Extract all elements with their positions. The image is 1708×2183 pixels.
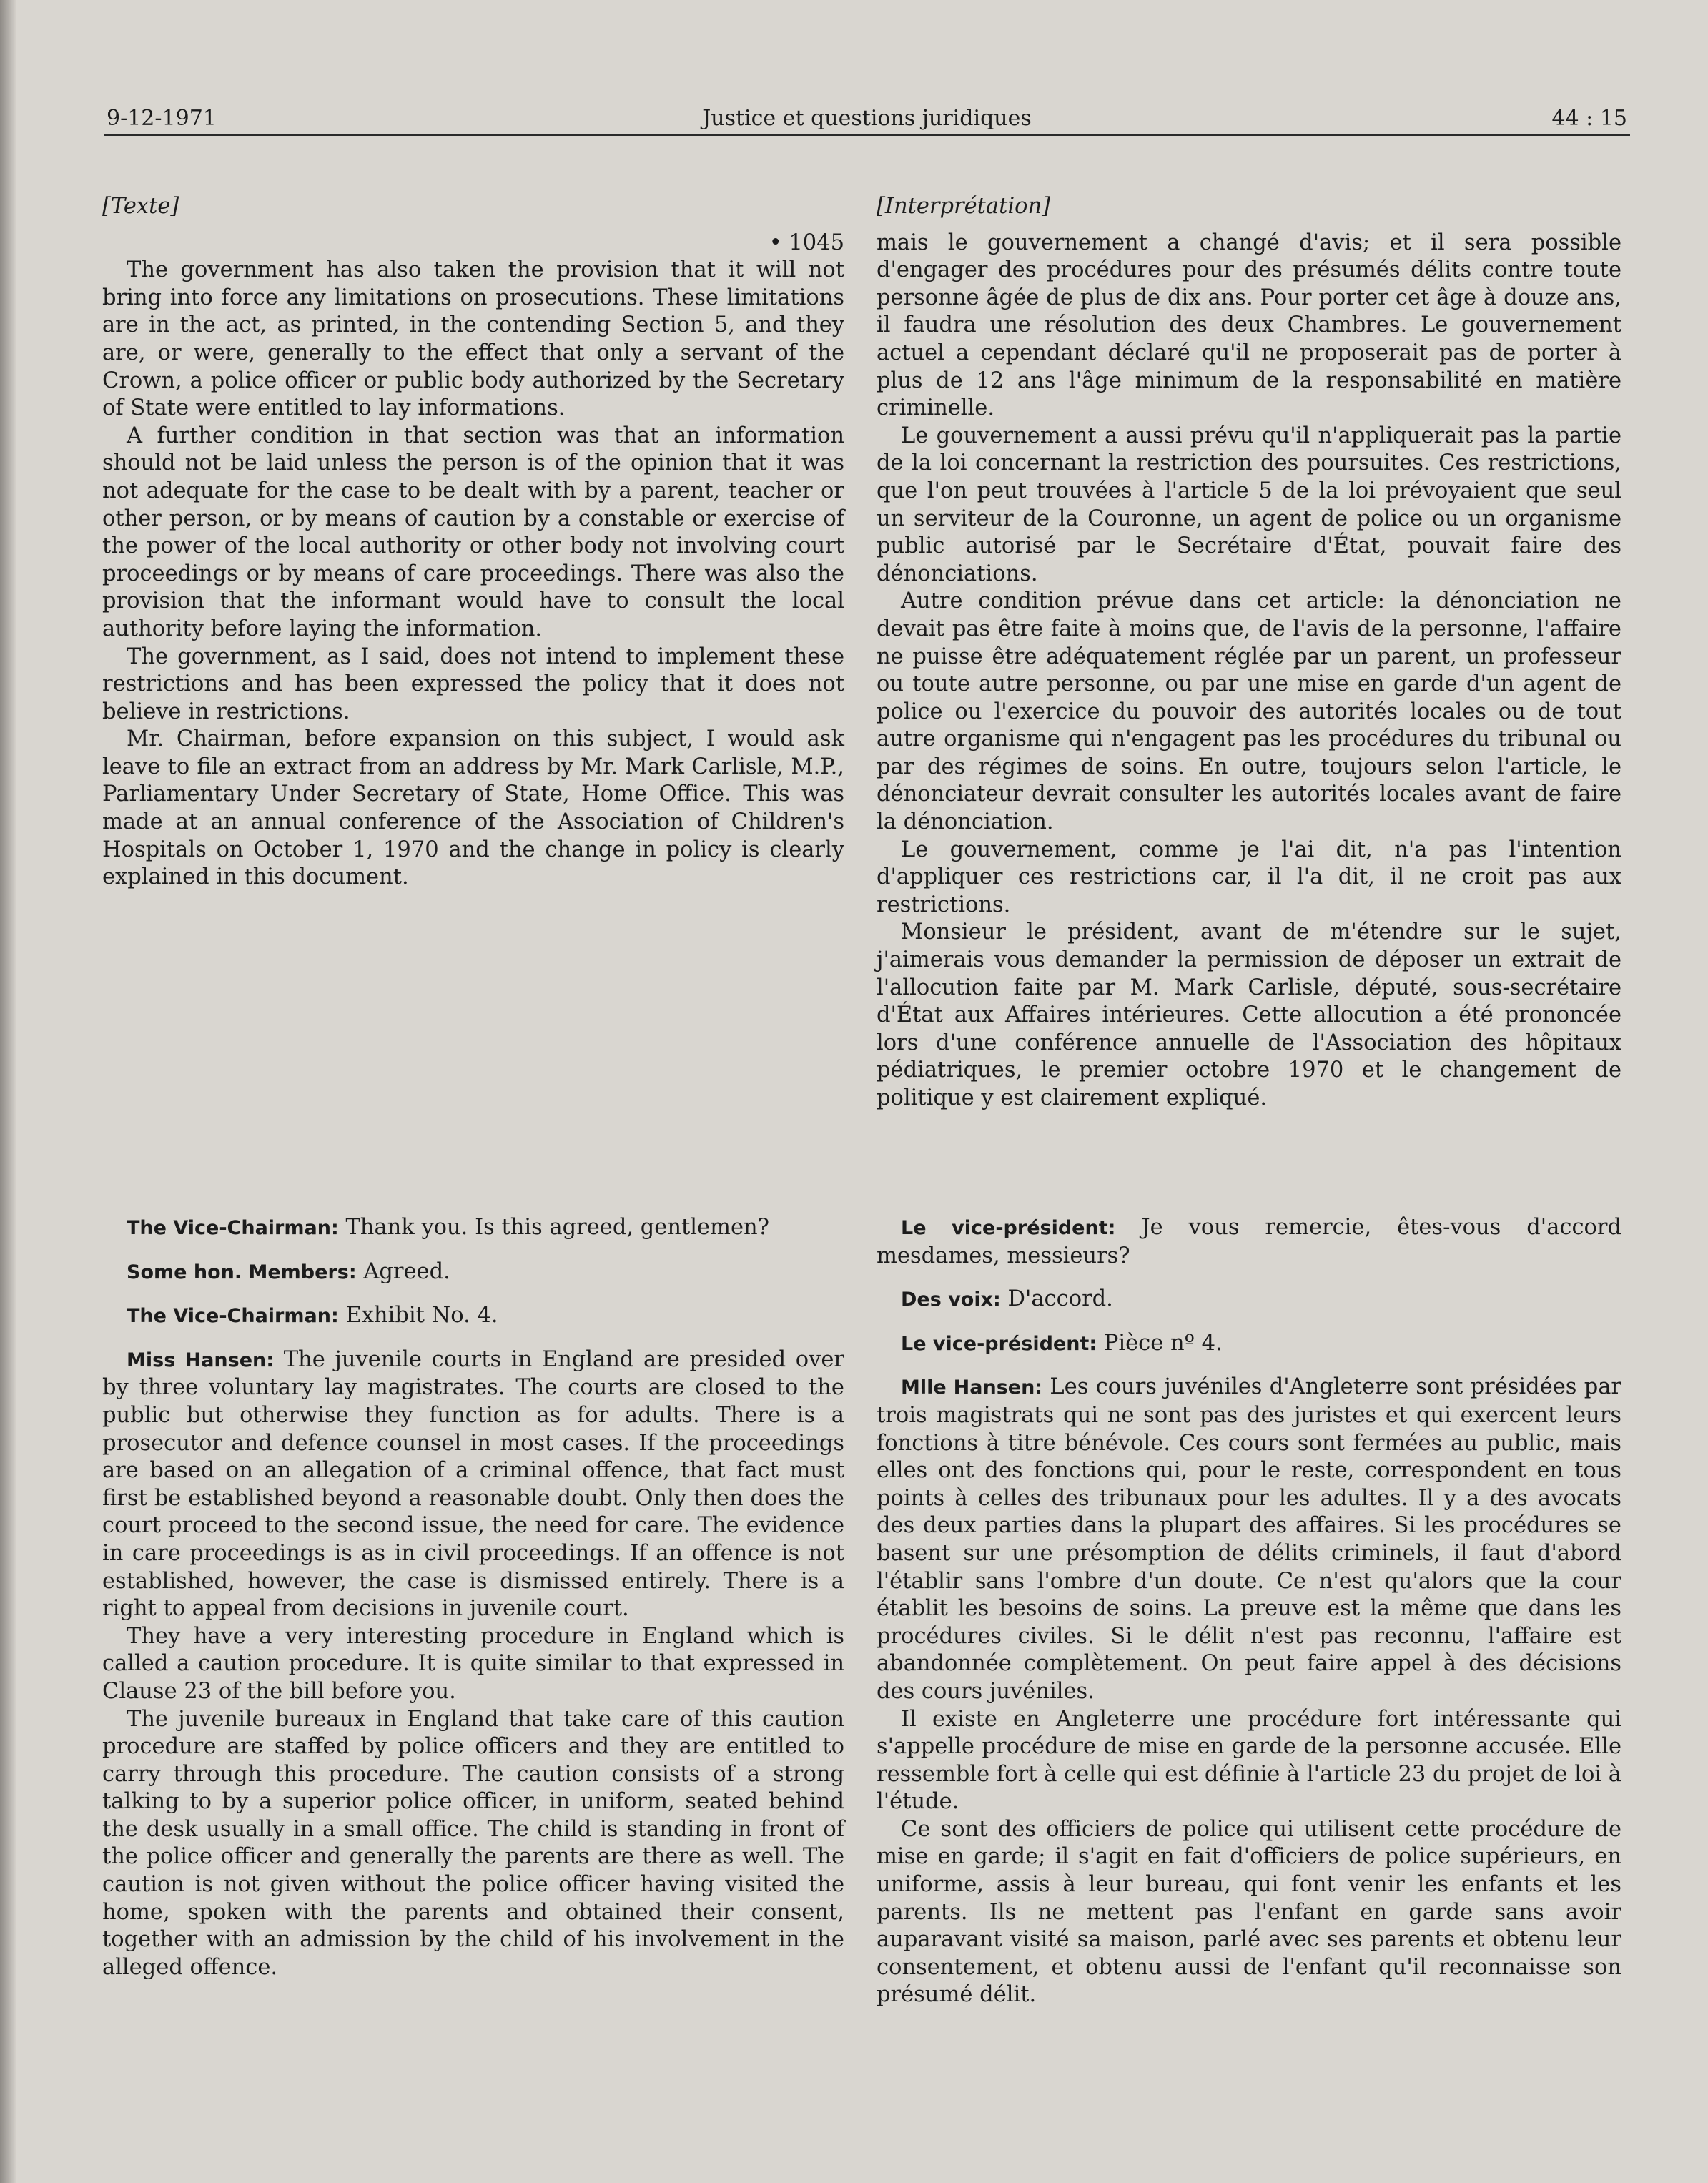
en-speech [102,1346,844,1623]
fr-paragraph: Ce sont des officiers de police qui utilisent cette procédure de mise en garde; il s'agit en fait d'officiers de police supérieurs, en uniforme, assis à leur bureau, qui font venir les enfants et les parents. Ils ne mettent pas l'enfant en garde sans avoir auparavant visité sa maison, parlé avec ses parents et obtenu leur consentement, et obtenu aussi de l'enfant qu'il reconnaisse son présumé délit. [877,1816,1621,2008]
page-gutter-shadow [0,0,16,2183]
en-paragraph: A further condition in that section was that an information should not be laid unless the person is of the opinion that it was not adequate for the case to be dealt with by a parent, teacher or other person, or by means of caution by a constable or exercise of the power of the local authority or other body not involving court proceedings or by means of care proceedings. There was also the provision that the informant would have to consult the local authority before laying the information. [102,423,844,641]
fr-paragraph: Monsieur le président, avant de m'étendre sur le sujet, j'aimerais vous demander la permission de déposer un extrait de l'allocution faite par M. Mark Carlisle, député, sous-secrétaire d'État aux Affaires intérieures. Cette allocution a été prononcée lors d'une conférence annuelle de l'Association des hôpitaux pédiatriques, le premier octobre 1970 et le changement de politique y est clairement expliqué. [877,920,1621,1110]
en-exchange [102,1214,844,1997]
fr-speech [877,1286,1621,1314]
fr-paragraph: Il existe en Angleterre une procédure fort intéressante qui s'appelle procédure de mise en garde de la personne accusée. Elle ressemble fort à celle qui est définie à l'article 23 du projet de loi à l'étude. [877,1706,1621,1815]
speech-text: Les cours juvéniles d'Angleterre sont présidées par trois magistrats qui ne sont pas des juristes et qui exercent leurs fonctions à titre bénévole. Ces cours sont fermées au public, mais elles ont des fonctions qui, pour le reste, correspondent en tous points à celles des tribunaux pour les adultes. Il y a des avocats des deux parties dans la plupart des affaires. Si les procédures se basent sur une présomption de délits criminels, il faut d'abord l'établir sans l'ombre d'un doute. Ce n'est qu'alors que la cour établit les besoins de soins. La preuve est la même que dans les procédures civiles. Si le délit n'est pas reconnu, l'affaire est abandonnée complètement. On peut faire appel à des décisions des cours juvéniles. [877,1374,1621,1704]
speaker-name: Mlle Hansen: [901,1376,1043,1399]
fr-paragraph: Autre condition prévue dans cet article: la dénonciation ne devait pas être faite à moins que, de l'avis de la personne, l'affaire ne puisse être adéquatement réglée par un parent, un professeur ou toute autre personne, ou par une mise en garde d'un agent de police ou l'exercice du pouvoir des autorités locales ou de tout autre organisme qui n'engagent pas les procédures du tribunal ou par des régimes de soins. En outre, toujours selon l'article, le dénonciateur devrait consulter les autorités locales avant de faire la dénonciation. [877,588,1621,835]
en-speech [102,1258,844,1287]
column-label-interpretation: [Interprétation] [877,194,1050,219]
header-title: Justice et questions juridiques [702,106,1032,131]
en-speech [102,1302,844,1331]
speaker-name: Des voix: [901,1288,1001,1311]
column-label-texte: [Texte] [102,194,179,219]
fr-paragraph: Le gouvernement, comme je l'ai dit, n'a pas l'intention d'appliquer ces restrictions car, il l'a dit, il ne croit pas aux restrictions. [877,837,1621,917]
speech-text: Je vous remercie, êtes-vous d'accord mesdames, messieurs? [877,1215,1622,1268]
header-page-number: 44 : 15 [1551,106,1627,131]
speech-text: The juvenile courts in England are presided over by three voluntary lay magistrates. The courts are closed to the public but otherwise they function as for adults. There is a prosecutor and defence counsel in most cases. If the proceedings are based on an allegation of a criminal offence, that fact must first be established beyond a reasonable doubt. Only then does the court proceed to the second issue, the need for care. The evidence in care proceedings is as in civil proceedings. If an offence is not established, however, the case is dismissed entirely. There is a right to appeal from decisions in juvenile court. [102,1346,844,1622]
speaker-name: The Vice-Chairman: [127,1217,339,1239]
speech-text: Exhibit No. 4. [345,1303,498,1329]
speech-text: Pièce nº 4. [1103,1330,1223,1356]
en-paragraph: The government has also taken the provision that it will not bring into force any limitations on prosecutions. These limitations are in the act, as printed, in the contending Section 5, and they are, or were, generally to the effect that only a servant of the Crown, a police officer or public body authorized by the Secretary of State were entitled to lay informations. [102,257,844,421]
fr-speech [877,1330,1621,1359]
speaker-name: Le vice-président: [901,1217,1116,1239]
en-paragraph: They have a very interesting procedure in England which is called a caution procedure. It is quite similar to that expressed in Clause 23 of the bill before you. [102,1623,844,1704]
speech-text: Thank you. Is this agreed, gentlemen? [345,1215,770,1240]
english-column [102,193,844,1980]
speaker-name: Le vice-président: [901,1332,1097,1355]
speaker-name: Miss Hansen: [127,1349,275,1371]
speaker-name: The Vice-Chairman: [127,1305,339,1328]
en-paragraph: The juvenile bureaux in England that take care of this caution procedure are staffed by police officers and they are entitled to carry through this procedure. The caution consists of a strong talking to by a superior police officer, in uniform, seated behind the desk usually in a small office. The child is standing in front of the police officer and generally the parents are there as well. The caution is not given without the police officer having visited the home, spoken with the parents and obtained their consent, together with an admission by the child of his involvement in the alleged offence. [102,1706,844,1980]
fr-exchange [877,1214,1621,2025]
running-header [104,103,1630,136]
fr-paragraph: Le gouvernement a aussi prévu qu'il n'appliquerait pas la partie de la loi concernant la restriction des poursuites. Ces restrictions, que l'on peut trouvées à l'article 5 de la loi prévoyaient que seul un serviteur de la Couronne, un agent de police ou un organisme public autorisé par le Secrétaire d'État, pouvait faire des dénonciations. [877,423,1621,586]
fr-speech [877,1214,1621,1270]
time-marker: • 1045 [769,230,844,255]
en-speech [102,1214,844,1243]
speech-text: D'accord. [1007,1286,1113,1312]
fr-paragraph: mais le gouvernement a changé d'avis; et il sera possible d'engager des procédures pour des présumés délits contre toute personne âgée de plus de dix ans. Pour porter cet âge à douze ans, il faudra une résolution des deux Chambres. Le gouvernement actuel a cependant déclaré qu'il ne proposerait pas de porter à plus de 12 ans l'âge minimum de la responsabilité en matière criminelle. [877,230,1621,421]
en-paragraph: The government, as I said, does not intend to implement these restrictions and has been expressed the policy that it does not believe in restrictions. [102,644,844,724]
header-date: 9-12-1971 [107,106,217,131]
fr-speech [877,1374,1621,1705]
speaker-name: Some hon. Members: [127,1261,357,1283]
french-column [877,193,1622,2008]
speech-text: Agreed. [363,1258,450,1284]
en-paragraph: Mr. Chairman, before expansion on this subject, I would ask leave to file an extract from an address by Mr. Mark Carlisle, M.P., Parliamentary Under Secretary of State, Home Office. This was made at an annual conference of the Association of Children's Hospitals on October 1, 1970 and the change in policy is clearly explained in this document. [102,726,844,890]
